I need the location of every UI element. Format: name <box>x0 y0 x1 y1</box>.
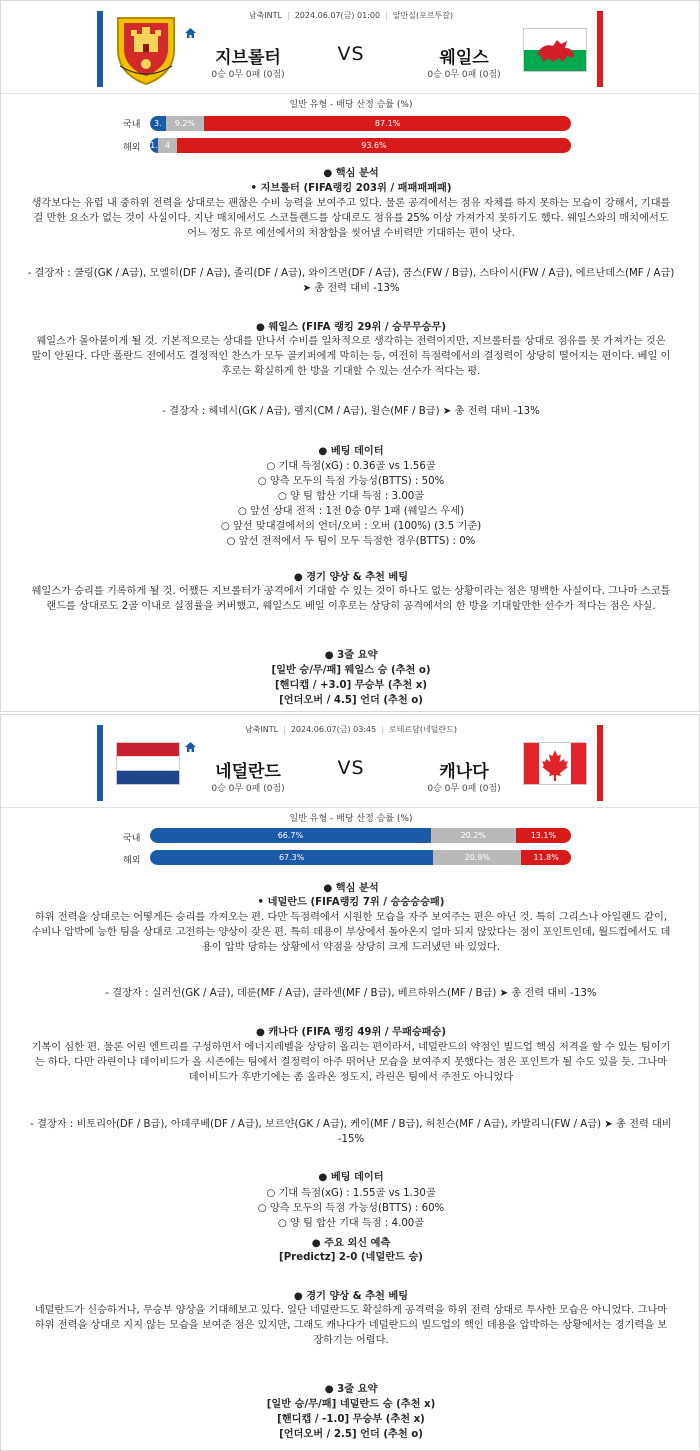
venue-label: 로테르담(네덜란드) <box>388 725 457 734</box>
away-absentees: - 결장자 : 비토리아(DF / B급), 아데쿠베(DF / A급), 보르얀(GK / A급), 케이(MF / B급), 허친슨(MF / A급), 카발리니(FW / A급) ➤ 총 전력 대비 -15% <box>30 1119 672 1145</box>
away-color-stripe <box>597 11 603 87</box>
away-team-record: 0승 0무 0패 (0점) <box>427 784 501 794</box>
home-analysis-text: 생각보다는 유럽 내 중하위 전력을 상대로는 괜찮은 수비 능력을 보여주고 있다. 물론 공격에서는 점유 자체를 하지 못하는 모습이 강해서, 기대를 걸 만한 요소가 없는 것이 사실이다. 지난 매치에서도 스코틀랜드를 상대로도 점유를 25% 이상 가져가지 못하기도 했다. 웨일스와의 매치에서도 어느 정도 유로 예선에서의 처참함을 씻어낼 수비력만 기대하는 편이 낫다. <box>31 198 671 239</box>
probability-title: 일반 유형 - 배당 산정 승률 (%) <box>289 100 413 110</box>
match-flow-text: 네덜란드가 신승하거나, 무승부 양상을 기대해보고 있다. 일단 네덜란드도 확실하게 공격력을 하위 전력 상대로 투사한 모습은 아니었다. 그나마 하위 전력을 상대로 지지 않는 모습을 보여준 점은 있지만, 그래도 캐나다가 네덜란드의 빌드업의 핵인 데용을 압박하는 상황에서는 경기력을 보 장하기는 어렵다. <box>34 1305 668 1346</box>
home-team-record: 0승 0무 0패 (0점) <box>211 784 285 794</box>
league-label: 남축INTL <box>248 11 283 20</box>
versus-label: VS <box>337 757 365 779</box>
away-color-stripe <box>597 725 603 801</box>
home-team-marker-icon <box>185 742 196 752</box>
home-team-name: 지브롤터 <box>215 48 281 68</box>
match-flow-title: ● 경기 양상 & 추천 베팅 <box>293 572 409 583</box>
home-analysis-heading: • 네덜란드 (FIFA랭킹 7위 / 승승승승패) <box>257 897 445 908</box>
probability-bar-overseas <box>150 850 571 865</box>
header-divider <box>1 93 700 94</box>
draw-segment: 9.2% <box>166 116 205 131</box>
prob-row-label: 해외 <box>123 856 141 866</box>
home-absentees: - 결장자 : 실러선(GK / A급), 데룬(MF / A급), 클라센(MF / B급), 베르하위스(MF / B급) ➤ 총 전력 대비 -13% <box>105 988 597 999</box>
away-win-segment: 13.1% <box>516 828 571 843</box>
match-flow-text: 웨일스가 승리를 기록하게 될 것. 어쨌든 지브롤터가 공격에서 기대할 수 있는 것이 하나도 없는 상황이라는 점은 명백한 사실이다. 그나마 스코틀 랜드를 상대로도 2골 이내로 실점률을 커버했고, 웨일스도 베일 이후로는 상당히 공격에서의 한 방을 기대할만한 선수가 적다는 점은 사실. <box>31 586 671 612</box>
match-card-netherlands-canada <box>0 714 700 1451</box>
analysis-title: ● 핵심 분석 <box>323 883 379 894</box>
venue-label: 알만실(포르투갈) <box>392 11 454 20</box>
gibraltar-crest-icon <box>114 14 178 86</box>
league-label: 남축INTL <box>244 725 279 734</box>
away-team-record: 0승 0무 0패 (0점) <box>427 70 501 80</box>
home-analysis-text: 하위 전력을 상대로는 어떻게든 승리를 가져오는 편. 다만 득점력에서 시원한 모습을 자주 보여주는 편은 아닌 것. 특히 그리스나 아일랜드 같이, 수비나 압박에 능한 팀을 상대로 고전하는 양상이 잦은 편. 특히 데용이 부상에서 돌아온지 얼마 되지 않았다는 점이 포인트인데, 월드컵에서도 데 용이 압박 당하는 상황에서 약점을 상당히 크게 드러냈던 바 있었다. <box>31 912 671 953</box>
home-win-segment: 1. <box>150 138 158 153</box>
betting-data-title: ● 베팅 데이터 <box>318 1172 384 1183</box>
summary-title: ● 3줄 요약 <box>324 1384 378 1395</box>
versus-label: VS <box>337 43 365 65</box>
away-win-segment: 93.6% <box>177 138 571 153</box>
away-analysis-heading: ● 웨일스 (FIFA 랭킹 29위 / 승무무승무) <box>255 322 447 333</box>
netherlands-flag-icon <box>116 742 180 785</box>
home-win-segment: 3. <box>150 116 166 131</box>
draw-segment: 20.2% <box>431 828 516 843</box>
home-team-marker-icon <box>185 28 196 38</box>
prob-row-label: 국내 <box>123 834 141 844</box>
away-analysis-heading: ● 캐나다 (FIFA 랭킹 49위 / 무패승패승) <box>255 1027 447 1038</box>
draw-segment: 4 <box>158 138 177 153</box>
away-team-name: 웨일스 <box>439 48 489 68</box>
betting-data-title: ● 베팅 데이터 <box>318 446 384 457</box>
match-meta: 남축INTL | 2024.06.07(금) 01:00 | 알만실(포르투갈) <box>248 11 454 20</box>
home-win-segment: 67.3% <box>150 850 433 865</box>
home-color-stripe <box>97 11 103 87</box>
header-divider <box>1 807 700 808</box>
away-team-name: 캐나다 <box>439 762 489 782</box>
betting-data-list: ○ 기대 득점(xG) : 1.55골 vs 1.30골 ○ 양측 모두의 득점 가능성(BTTS) : 60% ○ 양 팀 합산 기대 득점 : 4.00골 <box>257 1188 445 1229</box>
summary-list: [일반 승/무/패] 웨일스 승 (추천 o) [핸디캡 / +3.0] 무승부 (추천 x) [언더오버 / 4.5] 언더 (추천 o) <box>271 665 431 706</box>
away-win-segment: 11.8% <box>521 850 571 865</box>
match-meta: 남축INTL | 2024.06.07(금) 03:45 | 로테르담(네덜란드) <box>244 725 457 734</box>
home-absentees: - 결장자 : 쿨링(GK / A급), 모엘히(DF / A급), 졸리(DF / A급), 와이즈먼(DF / A급), 쿰스(FW / B급), 스타이시(FW / A급), 에르난데스(MF / A급) ➤ 총 전력 대비 -13% <box>27 268 675 294</box>
home-color-stripe <box>97 725 103 801</box>
prob-row-label: 해외 <box>123 143 141 153</box>
prob-row-label: 국내 <box>123 120 141 130</box>
match-datetime: 2024.06.07(금) 03:45 <box>290 725 377 734</box>
foreign-prediction-list: [Predictz] 2-0 (네덜란드 승) <box>279 1252 423 1263</box>
probability-bar-domestic <box>150 116 571 131</box>
probability-bar-overseas <box>150 138 571 153</box>
home-team-record: 0승 0무 0패 (0점) <box>211 70 285 80</box>
match-card-gibraltar-wales <box>0 0 700 712</box>
probability-bar-domestic <box>150 828 571 843</box>
home-team-name: 네덜란드 <box>215 762 281 782</box>
summary-title: ● 3줄 요약 <box>324 650 378 661</box>
away-analysis-text: 기복이 심한 편. 물론 어린 엔트리를 구성하면서 에너지레벨을 상당히 올리는 편이라서, 네덜란드의 약점인 빌드업 핵심 저격을 할 수 있는 팀이기 는 하다. 다만 라린이나 데이비드가 올 시즌에는 팀에서 결정력이 아주 뛰어난 모습을 보여주지 못했다는 점은 포인트가 될 수도 있을 듯. 그나마 데이비드가 후반기에는 좀 올라온 정도지, 라린은 팀에서 주전도 아니었다 <box>31 1042 671 1083</box>
summary-list: [일반 승/무/패] 네덜란드 승 (추천 x) [핸디캡 / -1.0] 무승부 (추천 x) [언더오버 / 2.5] 언더 (추천 o) <box>266 1399 436 1440</box>
draw-segment: 20.9% <box>433 850 521 865</box>
probability-title: 일반 유형 - 배당 산정 승률 (%) <box>289 814 413 824</box>
home-analysis-heading: • 지브롤터 (FIFA랭킹 203위 / 패패패패패) <box>250 183 452 194</box>
home-win-segment: 66.7% <box>150 828 431 843</box>
analysis-title: ● 핵심 분석 <box>323 168 379 179</box>
betting-data-list: ○ 기대 득점(xG) : 0.36골 vs 1.56골 ○ 양측 모두의 득점 가능성(BTTS) : 50% ○ 양 팀 합산 기대 득점 : 3.00골 ○ 앞선 상대 전적 : 1전 0승 0무 1패 (웨일스 우세) ○ 앞선 맞대결에서의 언더/오버 : 오버 (100%) (3.5 기준) ○ 앞선 전적에서 두 팀이 모두 득점한 경우(BTTS) : 0% <box>220 461 482 547</box>
foreign-prediction-title: ● 주요 외신 예측 <box>311 1238 391 1249</box>
match-datetime: 2024.06.07(금) 01:00 <box>294 11 381 20</box>
away-win-segment: 87.1% <box>204 116 571 131</box>
away-absentees: - 결장자 : 헤네시(GK / A급), 램지(CM / A급), 윌슨(MF / B급) ➤ 총 전력 대비 -13% <box>162 406 540 417</box>
wales-flag-icon <box>523 28 587 72</box>
away-analysis-text: 웨일스가 몰아붙이게 될 것. 기본적으로는 상대를 만나서 수비를 일차적으로 생각하는 전력이지만, 지브롤터를 상대로 점유를 못 가져가는 것은 말이 안된다. 다만 폴란드 전에서도 결정적인 찬스가 모두 골키퍼에게 막히는 등, 여전히 득점력에서의 결정력이 상당히 떨어지는 편이다. 베일 이 후로는 확실하게 한 방을 기대할 수 있는 선수가 적다는 평. <box>31 336 671 377</box>
match-flow-title: ● 경기 양상 & 추천 베팅 <box>293 1291 409 1302</box>
canada-flag-icon <box>523 742 587 785</box>
